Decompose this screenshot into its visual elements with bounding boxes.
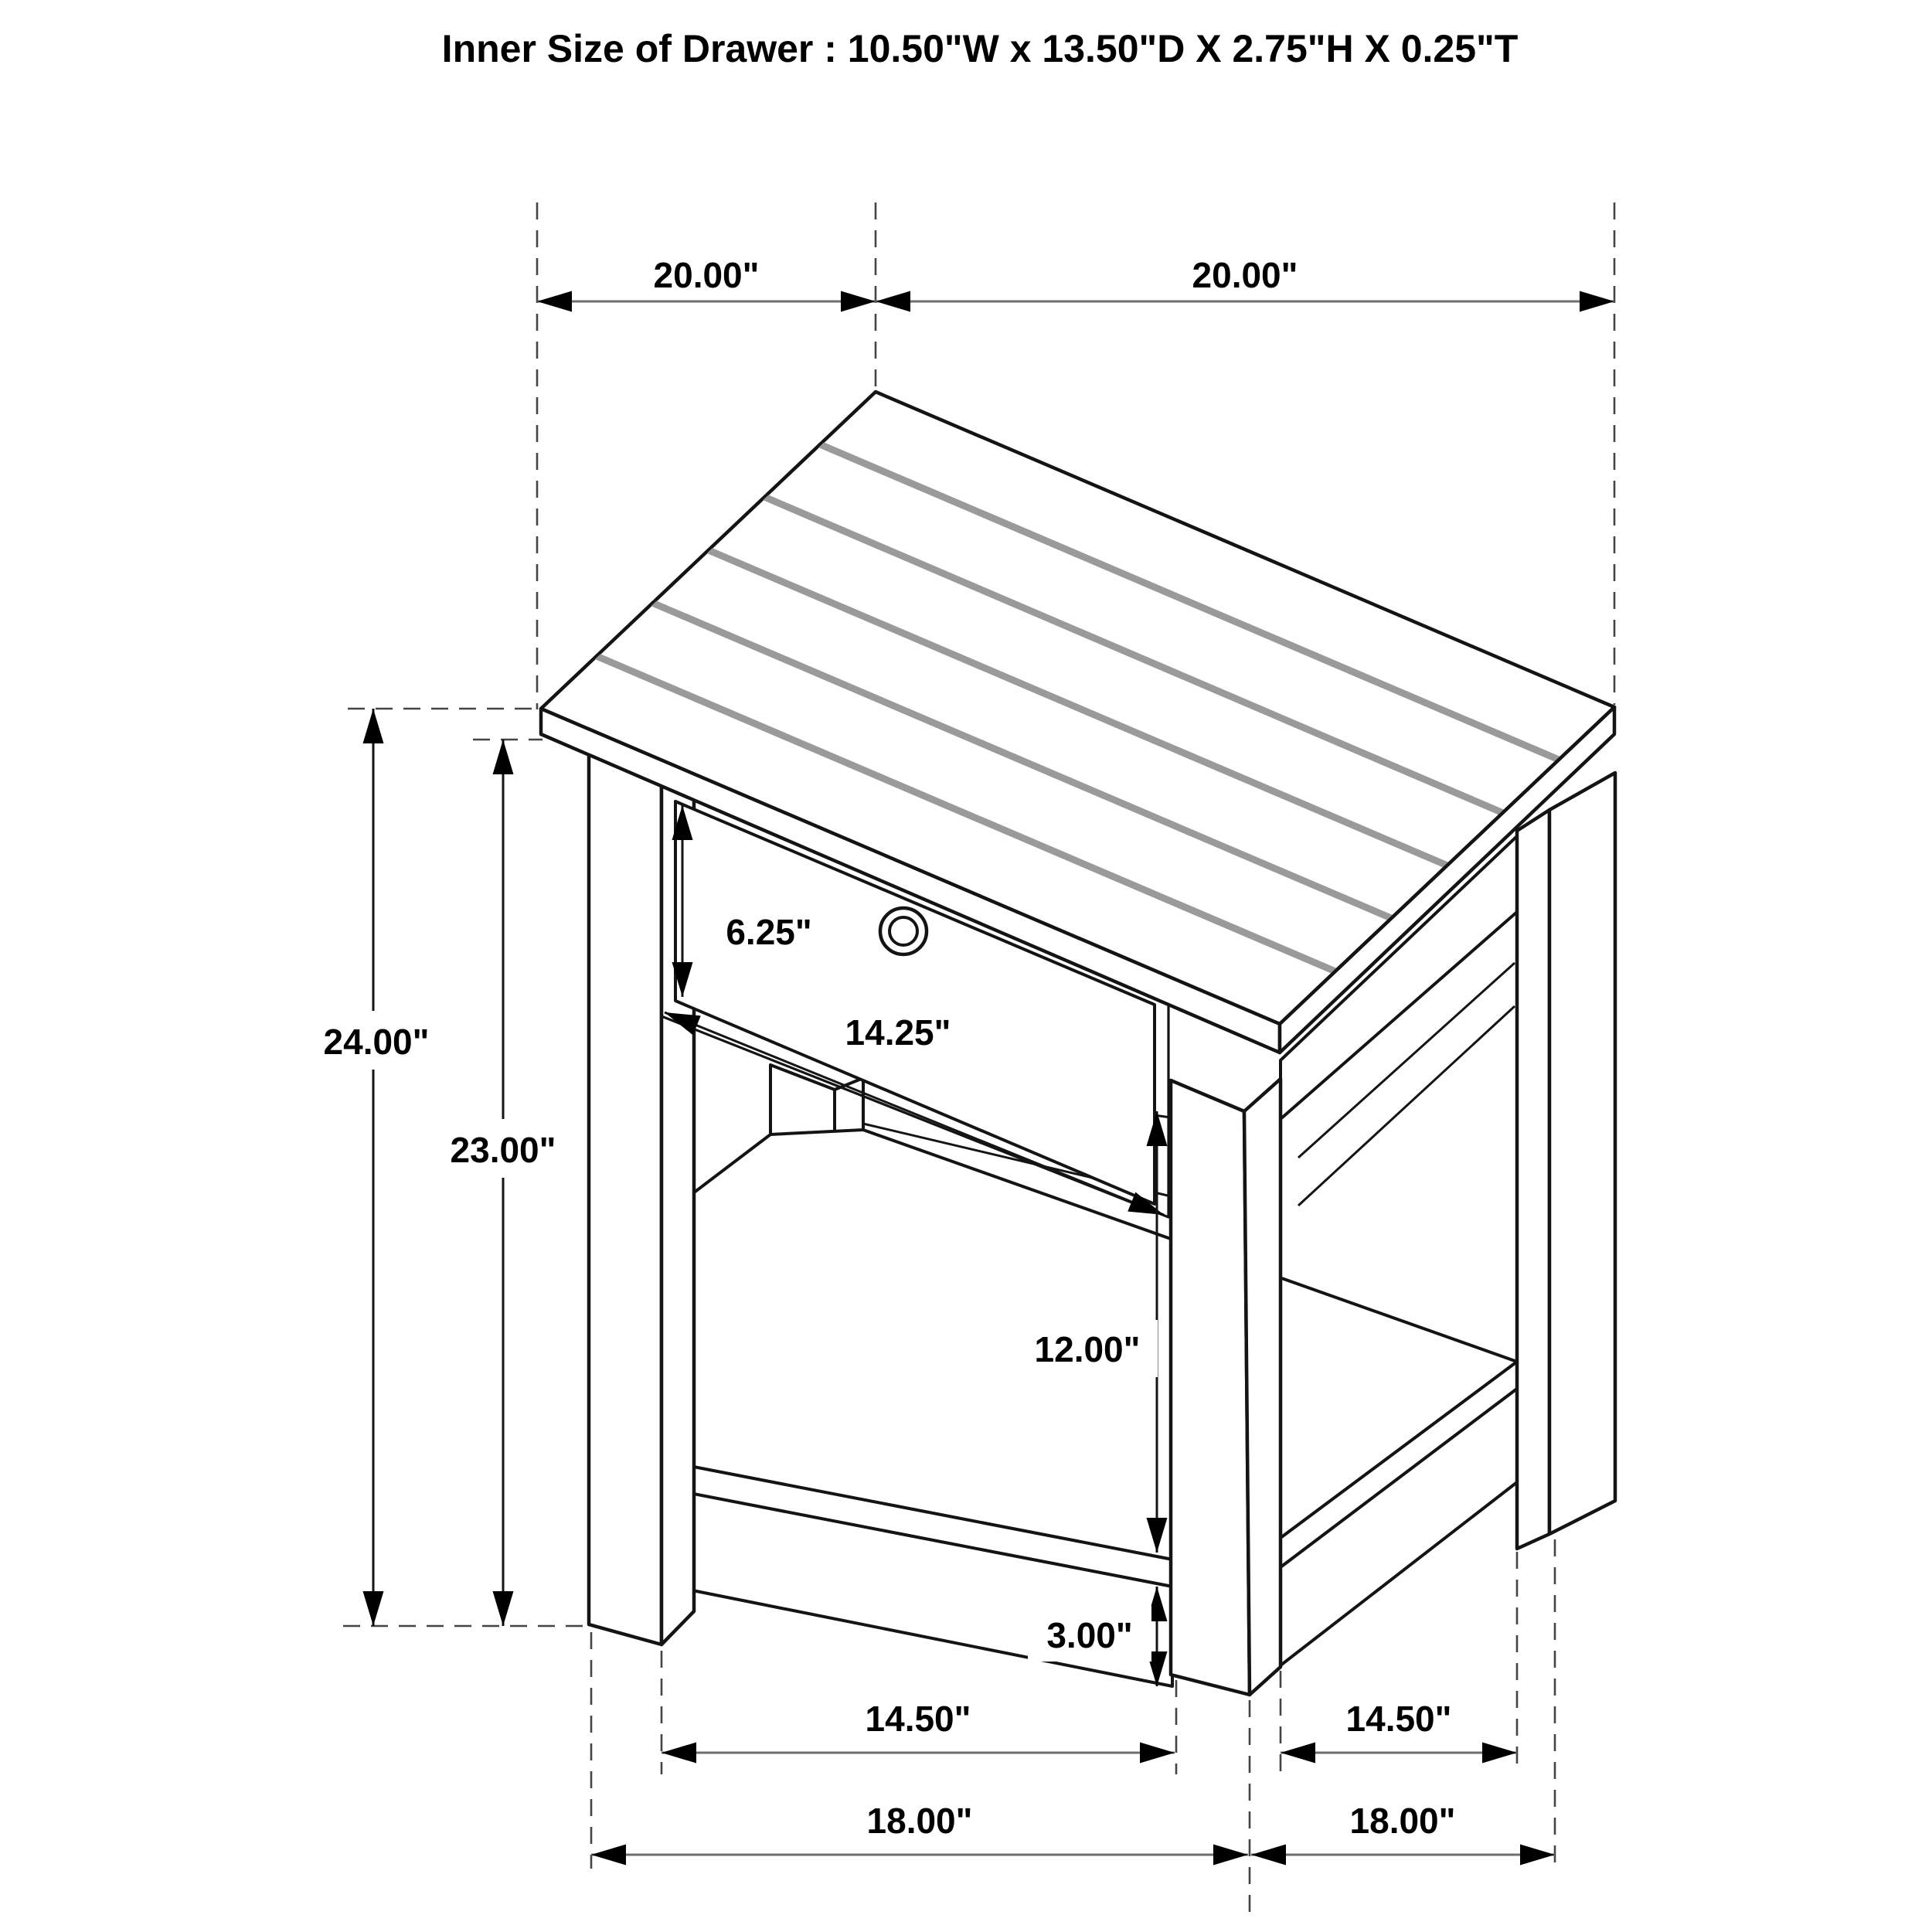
front-center-leg-side: [1244, 1079, 1281, 1695]
dim-label-top-left: 20.00": [653, 255, 760, 295]
front-center-leg: [1171, 1080, 1250, 1695]
dim-label-stretcher-height: 3.00": [1046, 1615, 1133, 1655]
dim-label-overall-height: 24.00": [323, 1022, 430, 1062]
drawer-knob-inner-ring: [889, 917, 917, 945]
front-left-leg: [589, 736, 662, 1645]
dim-label-inner-span-left: 14.50": [865, 1699, 971, 1739]
dim-label-top-right: 20.00": [1192, 255, 1298, 295]
dim-label-inner-span-right: 14.50": [1345, 1699, 1452, 1739]
dim-label-leg-height: 23.00": [450, 1130, 556, 1170]
dim-label-drawer-height: 6.25": [726, 912, 812, 952]
right-rear-leg: [1517, 810, 1549, 1549]
dim-label-shelf-clearance: 12.00": [1034, 1329, 1141, 1369]
right-rear-leg-side: [1549, 773, 1615, 1534]
drawing-title: Inner Size of Drawer : 10.50"W x 13.50"D X 2.75"H X 0.25"T: [441, 27, 1519, 70]
dim-label-drawer-width: 14.25": [845, 1012, 951, 1053]
dim-label-outer-span-left: 18.00": [866, 1801, 973, 1841]
dim-label-outer-span-right: 18.00": [1349, 1801, 1456, 1841]
